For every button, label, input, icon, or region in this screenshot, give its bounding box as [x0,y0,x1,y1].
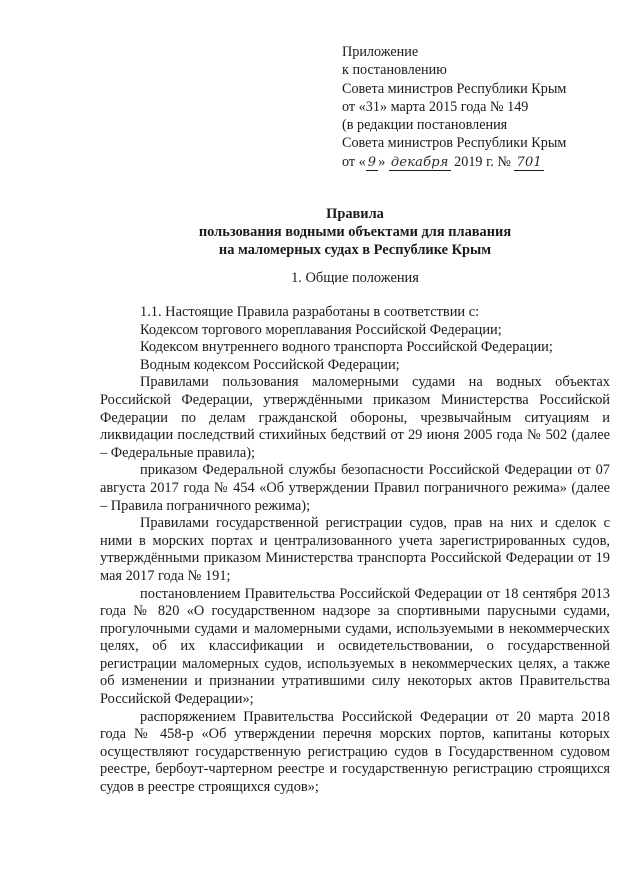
title-line: на маломерных судах в Республике Крым [218,242,492,258]
paragraph: Правилами пользования маломерными судами на водных объектах Российской Федерации, утверждёнными приказом Министерства Российской Федерации по делам гражданской обороны, чрезвычайным ситуациям и ликвидации последствий стихийных бедствий от 29 июня 2005 года № 502 (далее – Федеральные правила); [100,374,610,461]
paragraph: приказом Федеральной службы безопасности Российской Федерации от 07 августа 2017 года № 454 «Об утверждении Правил пограничного режима» (далее – Правила пограничного режима); [100,462,610,514]
paragraph: распоряжением Правительства Российской Федерации от 20 марта 2018 года № 458-р «Об утверждении перечня морских портов, капитаны которых осуществляют государственную регистрацию судов в Государственном судовом реестре, бербоут-чартерном реестре и государственную регистрацию строящихся судов в реестре строящихся судов»; [100,708,610,796]
paragraph: Кодексом торгового мореплавания Российской Федерации; [140,321,502,338]
approval-line: (в редакции постановления [342,117,508,134]
approval-line: от «31» марта 2015 года № 149 [342,98,529,115]
approval-line: Приложение [342,44,419,60]
handwritten-day: 9 [367,154,377,170]
title-line: Правила [326,206,384,222]
document-body [100,304,610,797]
paragraph: Кодексом внутреннего водного транспорта Российской Федерации; [140,339,553,356]
date-prefix: от « [342,153,366,170]
document-title [100,205,610,259]
date-mid: » [378,153,386,170]
handwritten-number: 701 [516,154,542,170]
approval-line: к постановлению [342,62,447,79]
title-line: пользования водными объектами для плавания [198,224,512,240]
section-heading: 1. Общие положения [291,270,419,286]
approval-line: Совета министров Республики Крым [342,135,567,152]
approval-line: Совета министров Республики Крым [342,80,567,97]
amendment-date-line [342,153,632,172]
paragraph: Водным кодексом Российской Федерации; [140,356,400,373]
date-year: 2019 г. № [454,153,511,170]
paragraph: Правилами государственной регистрации судов, прав на них и сделок с ними в морских портах и централизованного учета зарегистрированных судов, утверждёнными приказом Министерства транспорта Российской Федерации от 19 мая 2017 года № 191; [100,515,610,584]
paragraph: 1.1. Настоящие Правила разработаны в соответствии с: [140,304,480,320]
paragraph: постановлением Правительства Российской Федерации от 18 сентября 2013 года № 820 «О государственном надзоре за спортивными парусными судами, прогулочными судами и маломерными судами, используемыми в некоммерческих целях, об их классификации и освидетельствовании, о государственной регистрации маломерных судов, используемых в некоммерческих целях, а также об изменении и признании утратившими силу некоторых актов Правительства Российской Федерации»; [100,585,610,708]
approval-block [342,43,632,172]
handwritten-month: декабря [390,154,449,170]
